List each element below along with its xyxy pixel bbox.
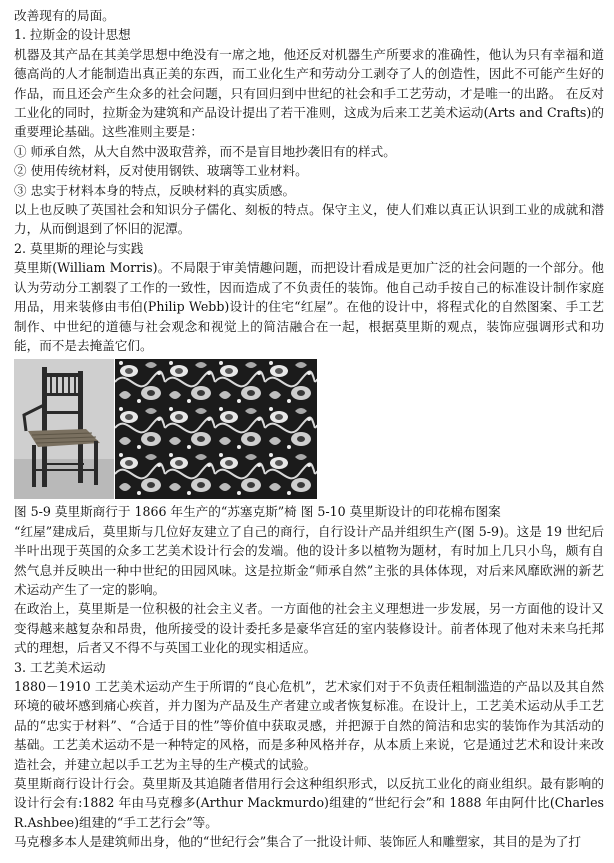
list-item: ① 师承自然，从大自然中汲取营养，而不是盲目地抄袭旧有的样式。 xyxy=(14,143,396,159)
paragraph: 在政治上，莫里斯是一位积极的社会主义者。一方面他的社会主义理想进一步发展，另一方面他的设计又变得越来越复杂和昂贵，他所接受的设计委托多是豪华宫廷的室内装修设计。前者体现了他对未来乌托邦式的理想，后者又不得不与英国工业化的现实相适应。 xyxy=(14,601,604,656)
paragraph: 莫里斯(William Morris)。不局限于审美情趣问题，而把设计看成是更加广泛的社会问题的一个部分。他认为劳动分工割裂了工作的一致性，因而造成了不负责任的装饰。他自己动手按自己的标准设计制作家庭用品，用来装修由韦伯(Philip Webb)设计的住宅“红屋”。在他的设计中，将程式化的自然图案、手工艺制作、中世纪的道德与社会观念和视觉上的简洁融合在一起，根据莫里斯的观点，装饰应强调形式和功能，而不是去掩盖它们。 xyxy=(14,260,604,353)
printed-chintz-image xyxy=(115,359,317,499)
sussex-chair-image xyxy=(14,359,114,499)
paragraph: 以上也反映了英国社会和知识分子儒化、刻板的特点。保守主义，使人们难以真正认识到工业的成就和潜力，从而倒退到了怀旧的泥潭。 xyxy=(14,202,604,237)
figure-caption: 图 5-9 莫里斯商行于 1866 年生产的“苏塞克斯”椅 图 5-10 莫里斯设计的印花棉布图案 xyxy=(14,504,501,520)
paragraph: 马克穆多本人是建筑师出身，他的“世纪行会”集合了一批设计师、装饰匠人和雕塑家，其目的是为了打 xyxy=(14,834,582,850)
section-heading: 1. 拉斯金的设计思想 xyxy=(14,27,131,43)
figure-group xyxy=(14,359,604,499)
document-page xyxy=(14,6,604,852)
paragraph: 莫里斯商行设计行会。莫里斯及其追随者借用行会这种组织形式，以反抗工业化的商业组织。最有影响的设计行会有:1882 年由马克穆多(Arthur Mackmurdo)组建的“世纪行会”和 1888 年由阿什比(Charles R.Ashbee)组建的“手工艺行会”等。 xyxy=(14,776,604,830)
list-item: ③ 忠实于材料本身的特点，反映材料的真实质感。 xyxy=(14,182,296,198)
section-heading: 2. 莫里斯的理论与实践 xyxy=(14,240,144,256)
paragraph: “红屋”建成后，莫里斯与几位好友建立了自己的商行，自行设计产品并组织生产(图 5-9)。这是 19 世纪后半叶出现于英国的众多工艺美术设计行会的发端。他的设计多以植物为题材，有时加上几只小鸟，颇有自然气息并反映出一种中世纪的田园风味。这是拉斯金“师承自然”主张的具体体现，对后来风靡欧洲的新艺术运动产生了一定的影响。 xyxy=(14,523,604,597)
paragraph: 机器及其产品在其美学思想中绝没有一席之地，他还反对机器生产所要求的准确性，他认为只有幸福和道德高尚的人才能制造出真正美的东西，而工业化生产和劳动分工剥夺了人的创造性，因此不可能产生好的作品，而且还会产生众多的社会问题，只有回归到中世纪的社会和手工艺劳动，才是唯一的出路。 在反对工业化的同时，拉斯金为建筑和产品设计提出了若干准则，这成为后来工艺美术运动(Arts and Crafts)的重要理论基础。这些准则主要是： xyxy=(14,46,604,140)
section-heading: 3. 工艺美术运动 xyxy=(14,659,106,675)
list-item: ② 使用传统材料，反对使用钢铁、玻璃等工业材料。 xyxy=(14,163,308,179)
paragraph: 改善现有的局面。 xyxy=(14,8,115,23)
paragraph: 1880－1910 工艺美术运动产生于所谓的“良心危机”，艺术家们对于不负责任粗制滥造的产品以及其自然环境的破坏感到痛心疾首，并力图为产品及生产者建立或者恢复标准。在设计上，工艺美术运动从手工艺品的“忠实于材料”、“合适于目的性”等价值中获取灵感，并把源于自然的简洁和忠实的装饰作为其活动的基础。工艺美术运动不是一种特定的风格，而是多种风格并存，从本质上来说，它是通过艺术和设计来改造社会，并建立起以手工艺为主导的生产模式的试验。 xyxy=(14,678,604,772)
